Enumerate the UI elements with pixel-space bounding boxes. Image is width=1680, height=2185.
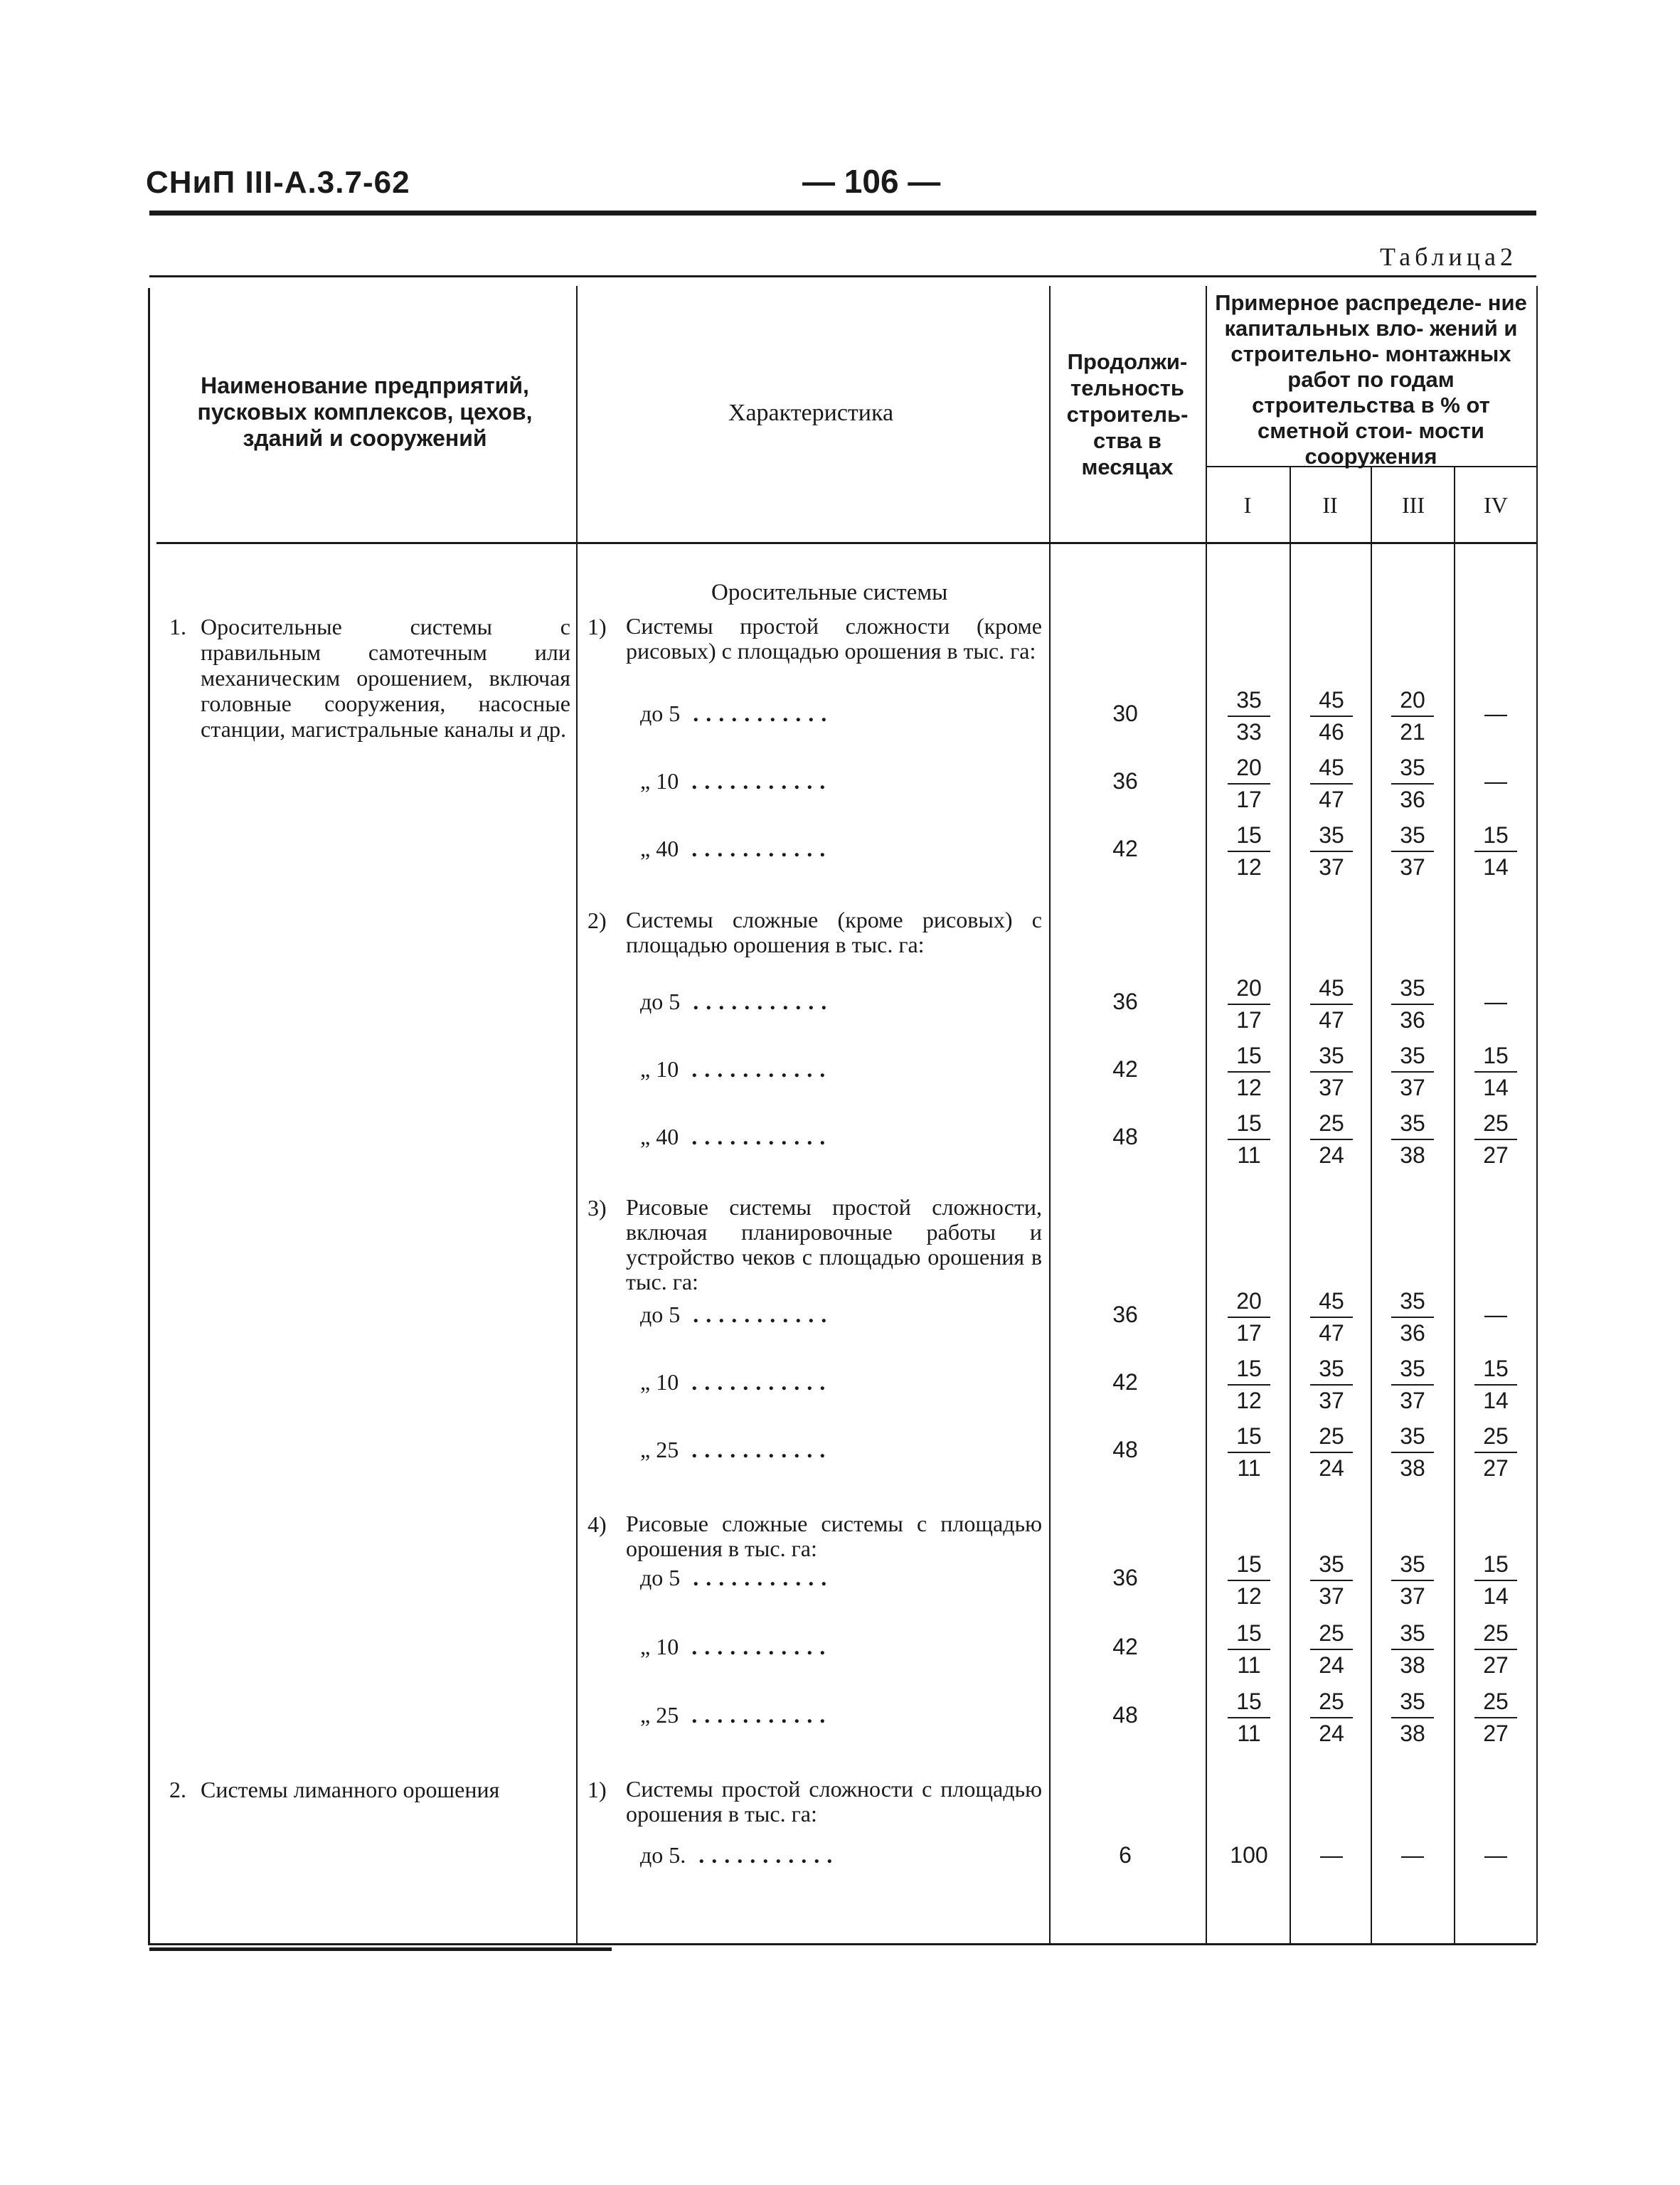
percent-fraction-year-1	[1228, 1287, 1270, 1346]
fraction-numerator: 35	[1391, 1355, 1434, 1386]
percent-fraction-year-3	[1391, 1287, 1434, 1346]
row-area: до 5	[640, 989, 681, 1014]
group-label: 1)	[588, 1777, 607, 1802]
percent-fraction-year-1	[1228, 754, 1270, 813]
duration-cell: 42	[1112, 836, 1138, 861]
group-text: Системы сложные (кроме рисовых) с площадью орошения в тыс. га:	[626, 907, 1042, 957]
percent-fraction-year-4	[1474, 1110, 1517, 1169]
row-label	[640, 1565, 1046, 1591]
duration-cell: 36	[1112, 1565, 1138, 1590]
row-area: до 5.	[640, 1842, 686, 1868]
fraction-denominator: 37	[1319, 1388, 1344, 1413]
fraction-denominator: 14	[1483, 854, 1509, 880]
column-header-characteristic: Характеристика	[728, 400, 894, 426]
fraction-denominator: 46	[1319, 719, 1344, 745]
year-header-2: II	[1322, 492, 1338, 518]
fraction-numerator: 35	[1391, 1287, 1434, 1318]
fraction-denominator: 27	[1483, 1721, 1509, 1746]
percent-cell-year-4: —	[1484, 1842, 1507, 1868]
page-number: — 106 —	[802, 163, 941, 200]
fraction-numerator: 20	[1228, 754, 1270, 785]
row-area: „ 40	[640, 836, 679, 861]
duration-cell: 36	[1112, 989, 1138, 1014]
fraction-numerator: 25	[1310, 1688, 1353, 1718]
duration-cell: 42	[1112, 1369, 1138, 1395]
fraction-numerator: 35	[1391, 974, 1434, 1005]
item-name: Оросительные системы с правильным самотечным или механическим орошением, включая головные сооружения, насосные станции, магистральные каналы и др.	[201, 614, 570, 742]
row-label	[640, 1634, 1046, 1660]
fraction-denominator: 38	[1400, 1455, 1425, 1481]
fraction-denominator: 38	[1400, 1721, 1425, 1746]
fraction-denominator: 12	[1236, 1388, 1262, 1413]
fraction-denominator: 37	[1319, 854, 1344, 880]
fraction-numerator: 35	[1391, 1423, 1434, 1453]
fraction-denominator: 14	[1483, 1583, 1509, 1609]
percent-fraction-year-2	[1310, 974, 1353, 1033]
fraction-numerator: 25	[1474, 1423, 1517, 1453]
row-leader-dots: ...........	[680, 989, 834, 1014]
fraction-numerator: 45	[1310, 974, 1353, 1005]
percent-fraction-year-3	[1391, 1423, 1434, 1482]
year-header-1: I	[1243, 492, 1252, 518]
row-area: „ 10	[640, 1056, 679, 1082]
fraction-numerator: 25	[1310, 1423, 1353, 1453]
row-leader-dots: ...........	[679, 768, 833, 794]
row-label	[640, 1124, 1046, 1150]
row-area: до 5	[640, 1565, 681, 1590]
percent-fraction-year-1	[1228, 686, 1270, 745]
percent-fraction-year-2	[1310, 1423, 1353, 1482]
percent-fraction-year-3	[1391, 1355, 1434, 1414]
fraction-numerator: 35	[1391, 1620, 1434, 1650]
percent-fraction-year-1	[1228, 1110, 1270, 1169]
row-leader-dots: ...........	[686, 1842, 840, 1868]
fraction-denominator: 11	[1237, 1721, 1261, 1746]
fraction-numerator: 20	[1391, 686, 1434, 717]
column-header-duration: Продолжи- тельность строитель- ства в месяцах	[1066, 349, 1189, 479]
row-label	[640, 1056, 1046, 1083]
row-leader-dots: ...........	[679, 836, 833, 861]
fraction-numerator: 35	[1391, 1688, 1434, 1718]
fraction-numerator: 35	[1391, 822, 1434, 852]
fraction-denominator: 37	[1400, 1075, 1425, 1100]
row-label	[640, 989, 1046, 1015]
item-name: Системы лиманного орошения	[201, 1777, 500, 1802]
percent-fraction-year-4	[1474, 1551, 1517, 1610]
item-number: 1.	[169, 614, 186, 639]
fraction-denominator: 33	[1236, 719, 1262, 745]
group-text: Рисовые сложные системы с площадью орошения в тыс. га:	[626, 1511, 1042, 1561]
fraction-denominator: 38	[1400, 1142, 1425, 1168]
fraction-numerator: 25	[1474, 1620, 1517, 1650]
fraction-numerator: 15	[1228, 822, 1270, 852]
fraction-denominator: 24	[1319, 1652, 1344, 1678]
percent-fraction-year-2	[1310, 1042, 1353, 1101]
row-area: до 5	[640, 1302, 681, 1327]
row-area: „ 10	[640, 1634, 679, 1659]
fraction-numerator: 25	[1474, 1688, 1517, 1718]
percent-fraction-year-2	[1310, 754, 1353, 813]
item-number: 2.	[169, 1777, 186, 1802]
percent-fraction-year-3	[1391, 1110, 1434, 1169]
fraction-denominator: 12	[1236, 1583, 1262, 1609]
percent-cell-year-4: —	[1484, 701, 1507, 726]
fraction-denominator: 11	[1237, 1455, 1261, 1481]
percent-fraction-year-2	[1310, 1110, 1353, 1169]
row-label	[640, 701, 1046, 727]
fraction-numerator: 15	[1474, 1551, 1517, 1581]
row-label	[640, 1302, 1046, 1328]
year-header-4: IV	[1484, 492, 1508, 518]
group-label: 1)	[588, 614, 607, 639]
percent-fraction-year-3	[1391, 1688, 1434, 1747]
year-header-3: III	[1402, 492, 1425, 518]
percent-fraction-year-2	[1310, 1688, 1353, 1747]
fraction-numerator: 35	[1228, 686, 1270, 717]
fraction-denominator: 12	[1236, 854, 1262, 880]
fraction-numerator: 35	[1391, 1042, 1434, 1073]
duration-cell: 36	[1112, 1302, 1138, 1327]
fraction-denominator: 36	[1400, 1007, 1425, 1033]
percent-fraction-year-2	[1310, 686, 1353, 745]
group-text: Системы простой сложности с площадью орошения в тыс. га:	[626, 1776, 1042, 1827]
row-label	[640, 1369, 1046, 1395]
group-text: Системы простой сложности (кроме рисовых) с площадью орошения в тыс. га:	[626, 613, 1042, 664]
percent-cell-year-4: —	[1484, 1302, 1507, 1327]
fraction-denominator: 17	[1236, 787, 1262, 812]
fraction-numerator: 20	[1228, 974, 1270, 1005]
group-label: 2)	[588, 908, 607, 933]
row-leader-dots: ...........	[679, 1124, 833, 1149]
fraction-denominator: 12	[1236, 1075, 1262, 1100]
percent-cell-year-4: —	[1484, 768, 1507, 794]
percent-fraction-year-3	[1391, 822, 1434, 881]
fraction-denominator: 38	[1400, 1652, 1425, 1678]
percent-fraction-year-1	[1228, 1355, 1270, 1414]
percent-fraction-year-3	[1391, 1551, 1434, 1610]
percent-cell-year-3: —	[1401, 1842, 1424, 1868]
table-label: Таблица2	[1380, 243, 1517, 271]
column-header-name: Наименование предприятий, пусковых комплексов, цехов, зданий и сооружений	[197, 373, 533, 451]
percent-fraction-year-1	[1228, 1688, 1270, 1747]
row-area: „ 25	[640, 1437, 679, 1462]
fraction-denominator: 47	[1319, 787, 1344, 812]
fraction-denominator: 37	[1319, 1075, 1344, 1100]
percent-fraction-year-3	[1391, 686, 1434, 745]
row-leader-dots: ...........	[679, 1634, 833, 1659]
row-leader-dots: ...........	[679, 1056, 833, 1082]
fraction-numerator: 35	[1310, 1551, 1353, 1581]
row-label	[640, 1702, 1046, 1728]
row-leader-dots: ...........	[679, 1702, 833, 1728]
percent-fraction-year-1	[1228, 1620, 1270, 1679]
fraction-numerator: 15	[1474, 1355, 1517, 1386]
percent-fraction-year-2	[1310, 1355, 1353, 1414]
row-leader-dots: ...........	[680, 1565, 834, 1590]
percent-fraction-year-1	[1228, 974, 1270, 1033]
row-label	[640, 836, 1046, 862]
fraction-numerator: 35	[1391, 754, 1434, 785]
percent-cell-year-2: —	[1320, 1842, 1343, 1868]
row-area: „ 10	[640, 1369, 679, 1395]
percent-fraction-year-4	[1474, 822, 1517, 881]
fraction-numerator: 15	[1228, 1688, 1270, 1718]
percent-fraction-year-1	[1228, 822, 1270, 881]
fraction-numerator: 15	[1228, 1110, 1270, 1140]
document-code: СНиП III-А.3.7-62	[146, 165, 410, 200]
percent-fraction-year-3	[1391, 1042, 1434, 1101]
duration-cell: 48	[1112, 1124, 1138, 1149]
fraction-numerator: 25	[1474, 1110, 1517, 1140]
header-rule	[149, 211, 1536, 216]
group-label: 4)	[588, 1511, 607, 1537]
row-leader-dots: ...........	[680, 1302, 834, 1327]
fraction-numerator: 15	[1228, 1042, 1270, 1073]
fraction-numerator: 45	[1310, 686, 1353, 717]
percent-fraction-year-2	[1310, 1287, 1353, 1346]
row-area: до 5	[640, 701, 681, 726]
fraction-denominator: 37	[1400, 1388, 1425, 1413]
fraction-numerator: 45	[1310, 754, 1353, 785]
fraction-denominator: 11	[1237, 1142, 1261, 1168]
column-header-distribution: Примерное распределе- ние капитальных вло- жений и строительно- монтажных работ по годам строительства в % от сметной стои- мости сооружения	[1215, 290, 1527, 469]
fraction-denominator: 14	[1483, 1388, 1509, 1413]
fraction-denominator: 27	[1483, 1142, 1509, 1168]
fraction-denominator: 37	[1400, 854, 1425, 880]
row-label	[640, 1437, 1046, 1463]
percent-fraction-year-3	[1391, 1620, 1434, 1679]
fraction-denominator: 37	[1400, 1583, 1425, 1609]
percent-fraction-year-4	[1474, 1042, 1517, 1101]
fraction-numerator: 15	[1228, 1551, 1270, 1581]
row-area: „ 25	[640, 1702, 679, 1728]
duration-cell: 48	[1112, 1437, 1138, 1462]
row-area: „ 10	[640, 768, 679, 794]
fraction-denominator: 36	[1400, 787, 1425, 812]
fraction-denominator: 21	[1400, 719, 1425, 745]
fraction-denominator: 24	[1319, 1721, 1344, 1746]
fraction-numerator: 45	[1310, 1287, 1353, 1318]
duration-cell: 6	[1119, 1842, 1132, 1868]
percent-fraction-year-2	[1310, 1551, 1353, 1610]
fraction-denominator: 24	[1319, 1455, 1344, 1481]
fraction-numerator: 35	[1310, 822, 1353, 852]
row-leader-dots: ...........	[680, 701, 834, 726]
fraction-denominator: 47	[1319, 1007, 1344, 1033]
fraction-denominator: 27	[1483, 1652, 1509, 1678]
percent-fraction-year-4	[1474, 1620, 1517, 1679]
fraction-denominator: 17	[1236, 1007, 1262, 1033]
percent-fraction-year-2	[1310, 822, 1353, 881]
group-text: Рисовые системы простой сложности, включая планировочные работы и устройство чеков с площадью орошения в тыс. га:	[626, 1194, 1042, 1294]
duration-cell: 42	[1112, 1056, 1138, 1082]
group-label: 3)	[588, 1195, 607, 1221]
row-label	[640, 1842, 1046, 1868]
percent-fraction-year-3	[1391, 754, 1434, 813]
fraction-numerator: 35	[1391, 1110, 1434, 1140]
section-title: Оросительные системы	[711, 580, 948, 605]
fraction-denominator: 37	[1319, 1583, 1344, 1609]
duration-cell: 48	[1112, 1702, 1138, 1728]
fraction-denominator: 27	[1483, 1455, 1509, 1481]
fraction-denominator: 24	[1319, 1142, 1344, 1168]
percent-cell-year-4: —	[1484, 989, 1507, 1014]
percent-fraction-year-3	[1391, 974, 1434, 1033]
row-area: „ 40	[640, 1124, 679, 1149]
row-leader-dots: ...........	[679, 1437, 833, 1462]
percent-fraction-year-4	[1474, 1355, 1517, 1414]
fraction-numerator: 15	[1474, 1042, 1517, 1073]
duration-cell: 30	[1112, 701, 1138, 726]
row-label	[640, 768, 1046, 794]
percent-fraction-year-2	[1310, 1620, 1353, 1679]
fraction-numerator: 35	[1310, 1355, 1353, 1386]
percent-fraction-year-4	[1474, 1688, 1517, 1747]
fraction-denominator: 47	[1319, 1320, 1344, 1346]
fraction-numerator: 35	[1310, 1042, 1353, 1073]
fraction-numerator: 15	[1228, 1355, 1270, 1386]
fraction-numerator: 15	[1474, 822, 1517, 852]
percent-cell-year-1: 100	[1230, 1842, 1268, 1868]
fraction-denominator: 17	[1236, 1320, 1262, 1346]
fraction-numerator: 25	[1310, 1110, 1353, 1140]
fraction-numerator: 25	[1310, 1620, 1353, 1650]
fraction-numerator: 35	[1391, 1551, 1434, 1581]
percent-fraction-year-1	[1228, 1042, 1270, 1101]
fraction-numerator: 20	[1228, 1287, 1270, 1318]
fraction-denominator: 36	[1400, 1320, 1425, 1346]
row-leader-dots: ...........	[679, 1369, 833, 1395]
fraction-denominator: 14	[1483, 1075, 1509, 1100]
duration-cell: 42	[1112, 1634, 1138, 1659]
percent-fraction-year-1	[1228, 1551, 1270, 1610]
fraction-numerator: 15	[1228, 1423, 1270, 1453]
fraction-numerator: 15	[1228, 1620, 1270, 1650]
percent-fraction-year-1	[1228, 1423, 1270, 1482]
percent-fraction-year-4	[1474, 1423, 1517, 1482]
fraction-denominator: 11	[1237, 1652, 1261, 1678]
duration-cell: 36	[1112, 768, 1138, 794]
